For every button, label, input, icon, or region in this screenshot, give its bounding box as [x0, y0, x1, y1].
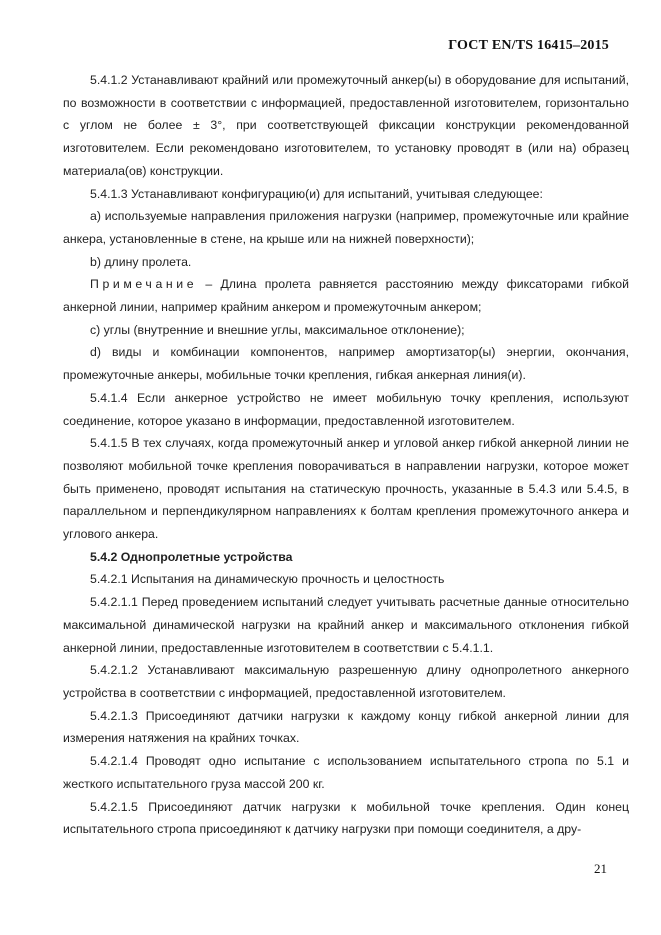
list-item-a: а) используемые направления приложения нагрузки (например, промежуточные или крайние анкера, установленные в стене, на крыше или на нижней поверхности); [63, 209, 629, 246]
list-item-c: с) углы (внутренние и внешние углы, максимальное отклонение); [90, 322, 465, 337]
paragraph-5-4-2-1: 5.4.2.1 Испытания на динамическую прочность и целостность [90, 572, 445, 587]
paragraph-5-4-2-1-5: 5.4.2.1.5 Присоединяют датчик нагрузки к мобильной точке крепления. Один конец испытательного стропа присоединяют к датчику нагрузки при помощи соединителя, а дру- [63, 799, 629, 837]
note-paragraph [63, 273, 629, 318]
paragraph-5-4-1-3: 5.4.1.3 Устанавливают конфигурацию(и) для испытаний, учитывая следующее: [90, 186, 543, 201]
note-label: Примечание [90, 277, 198, 292]
paragraph-5-4-2-1-3: 5.4.2.1.3 Присоединяют датчики нагрузки к каждому концу гибкой анкерной линии для измерения натяжения на крайних точках. [63, 708, 629, 746]
note-text: – Длина пролета равняется расстоянию между фиксаторами гибкой анкерной линии, например крайним анкером и промежуточным анкером; [63, 277, 629, 315]
page-body [63, 69, 629, 841]
paragraph-5-4-2-1-4: 5.4.2.1.4 Проводят одно испытание с использованием испытательного стропа по 5.1 и жесткого испытательного груза массой 200 кг. [63, 754, 629, 791]
section-heading-5-4-2: 5.4.2 Однопролетные устройства [90, 549, 293, 564]
paragraph-5-4-1-2: 5.4.1.2 Устанавливают крайний или промежуточный анкер(ы) в оборудование для испытаний, по возможности в соответствии с информацией, предоставленной изготовителем, горизонтально с углом не более ± 3°, при соответствующей фиксации конструкции рекомендованной изготовителем. Если рекомендовано изготовителем, то установку проводят в (или на) образец материала(ов) конструкции. [63, 73, 629, 178]
standard-header: ГОСТ EN/TS 16415–2015 [448, 38, 609, 53]
list-item-b: b) длину пролета. [90, 254, 192, 269]
paragraph-5-4-1-5: 5.4.1.5 В тех случаях, когда промежуточный анкер и угловой анкер гибкой анкерной линии не позволяют мобильной точке крепления поворачиваться в направлении нагрузки, которое может быть применено, проводят испытания на статическую прочность, указанные в 5.4.3 или 5.4.5, в параллельном и перпендикулярном направлениях к болтам крепления промежуточного анкера и углового анкера. [63, 436, 629, 542]
paragraph-5-4-2-1-2: 5.4.2.1.2 Устанавливают максимальную разрешенную длину однопролетного анкерного устройства в соответствии с информацией, предоставленной изготовителем. [63, 663, 629, 700]
paragraph-5-4-2-1-1: 5.4.2.1.1 Перед проведением испытаний следует учитывать расчетные данные относительно максимальной динамической нагрузки на крайний анкер и максимального отклонения гибкой анкерной линии, предоставленные изготовителем в соответствии с 5.4.1.1. [63, 595, 629, 655]
paragraph-5-4-1-4: 5.4.1.4 Если анкерное устройство не имеет мобильную точку крепления, используют соединение, которое указано в информации, предоставленной изготовителем. [63, 390, 629, 428]
list-item-d: d) виды и комбинации компонентов, например амортизатор(ы) энергии, окончания, промежуточные анкеры, мобильные точки крепления, гибкая анкерная линия(и). [63, 345, 629, 383]
page-number: 21 [594, 861, 607, 876]
